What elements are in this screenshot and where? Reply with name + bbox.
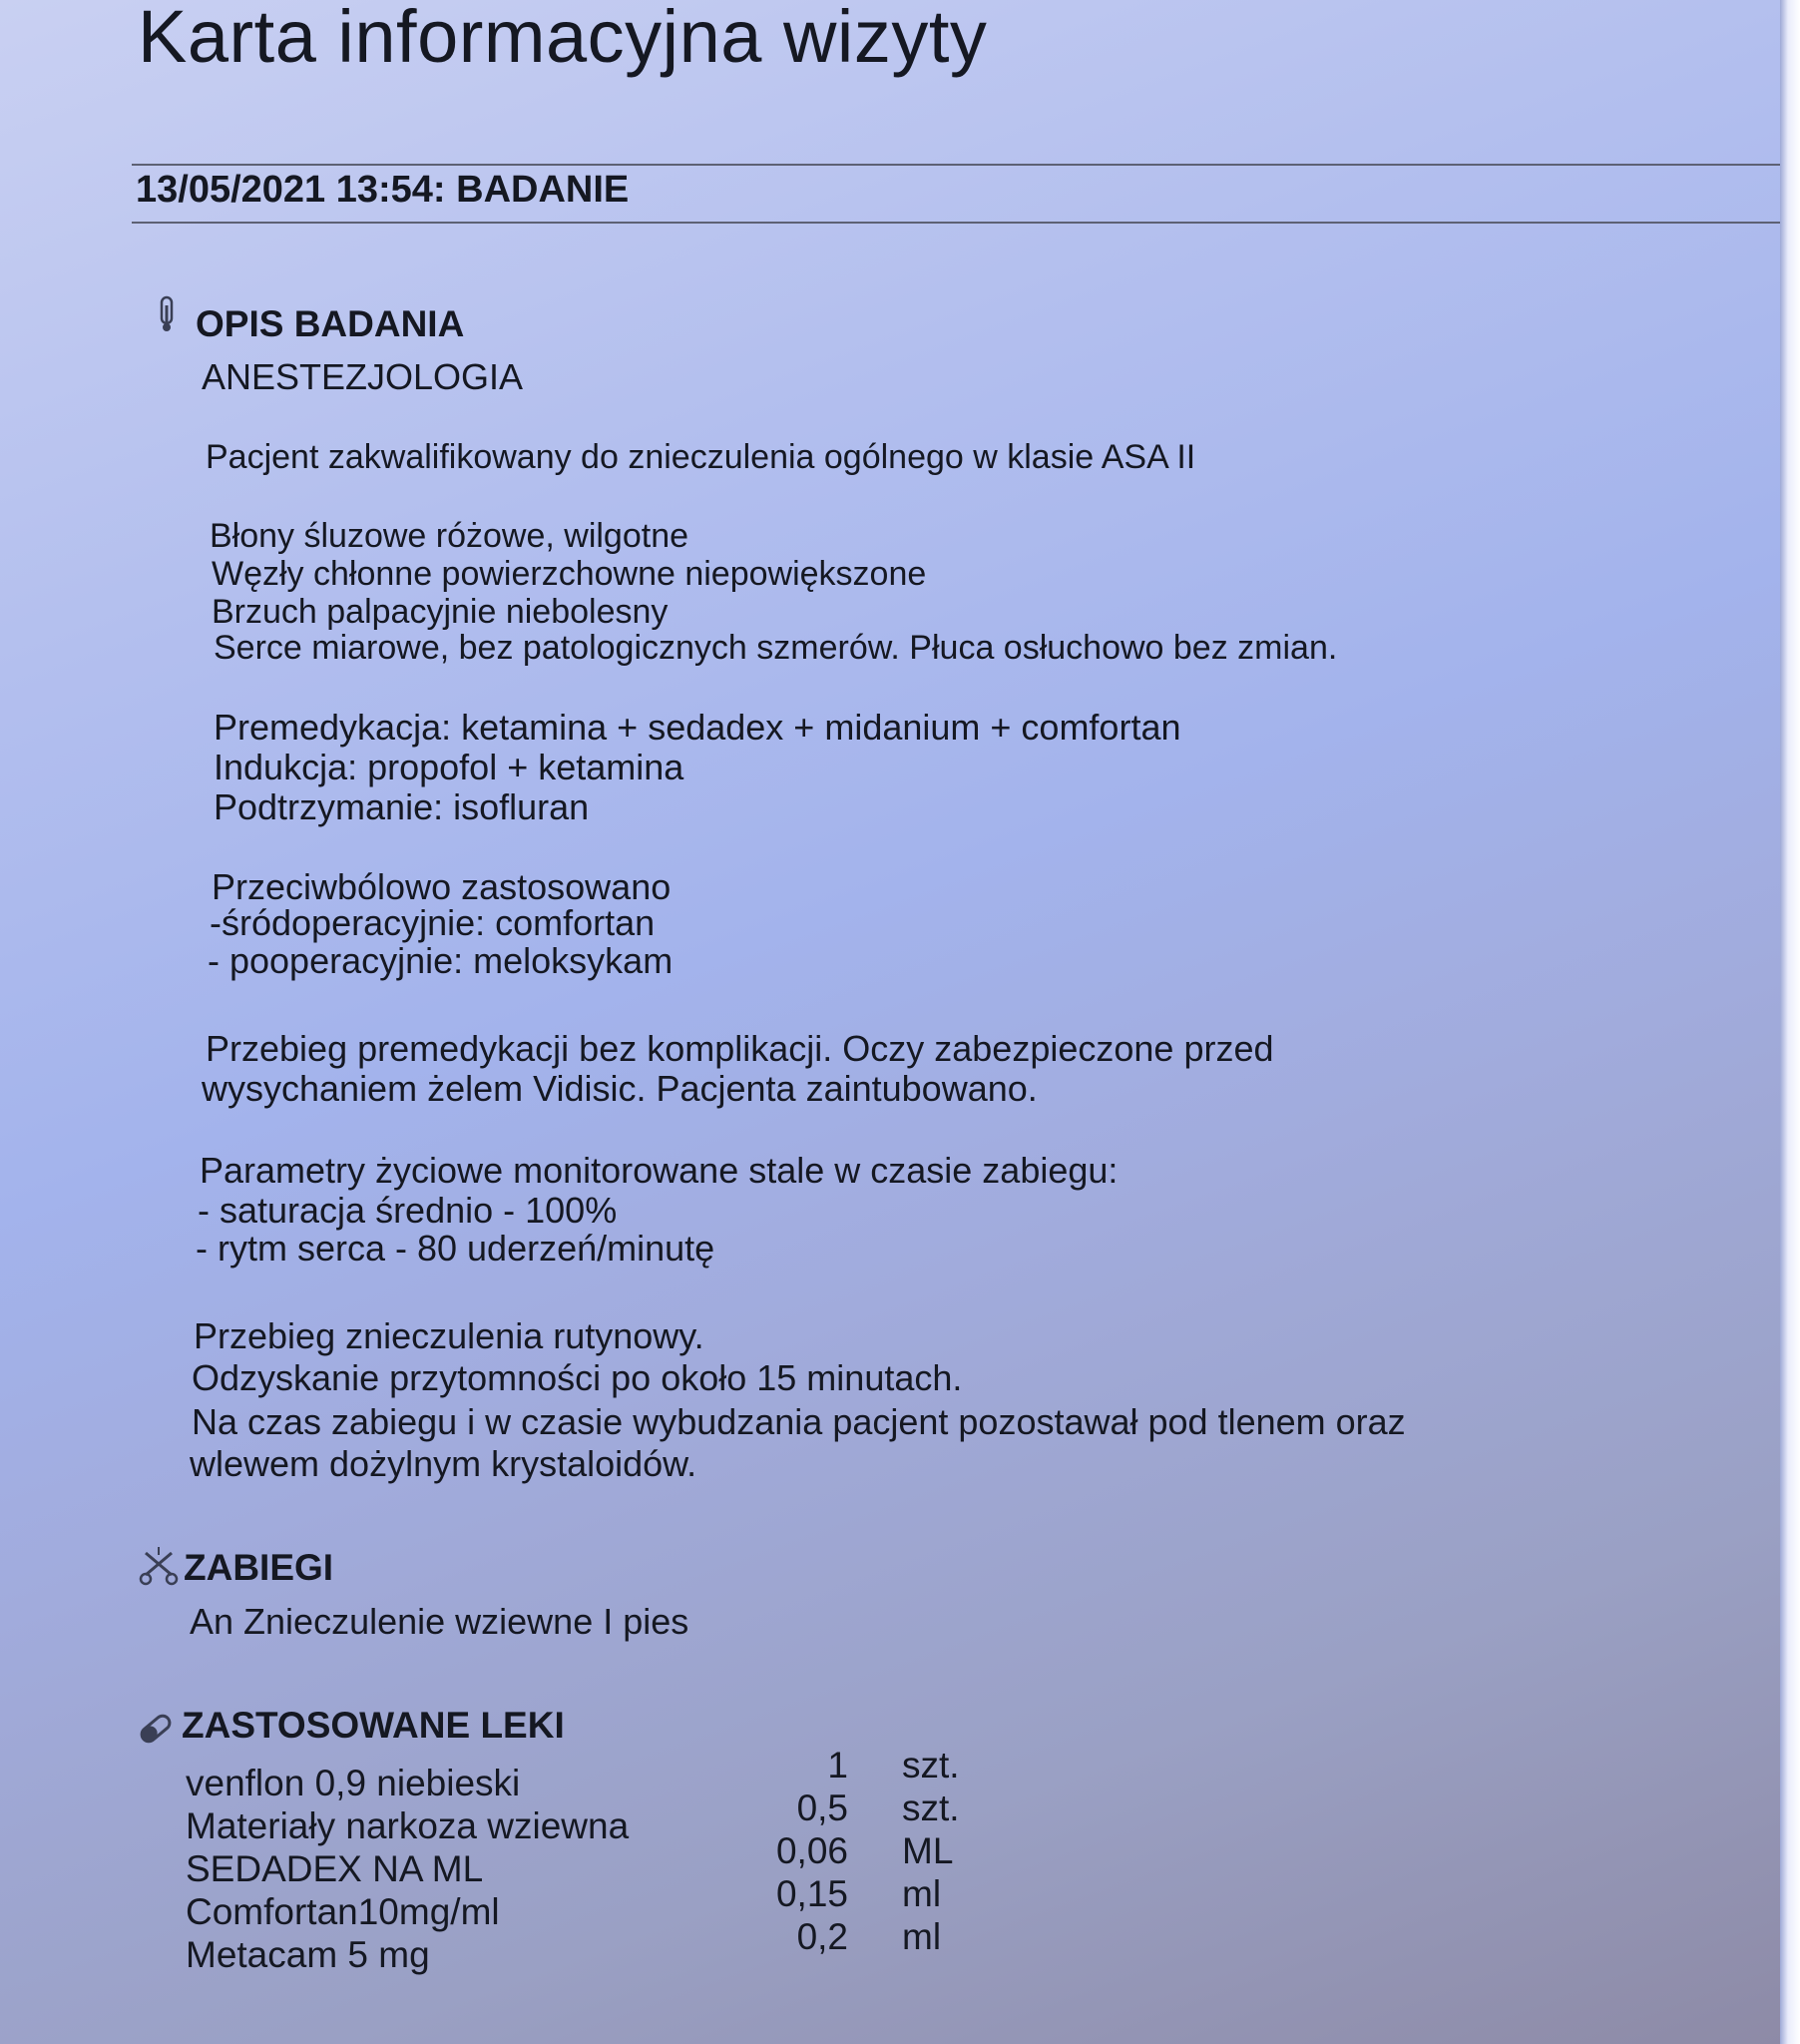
medication-unit: ml	[902, 1916, 942, 1957]
procedure-item: An Znieczulenie wziewne I pies	[190, 1601, 689, 1642]
medications-heading: ZASTOSOWANE LEKI	[182, 1705, 565, 1746]
header-rule-top	[132, 164, 1780, 166]
exam-line: Przebieg premedykacji bez komplikacji. Oczy zabezpieczone przed	[206, 1028, 1274, 1069]
exam-line: Odzyskanie przytomności po około 15 minutach.	[192, 1357, 963, 1398]
medication-row	[0, 1788, 998, 1849]
medication-name: Comfortan10mg/ml	[186, 1891, 500, 1932]
exam-line: Przeciwbólowo zastosowano	[212, 866, 672, 907]
medication-unit: ML	[902, 1830, 954, 1871]
exam-line: wysychaniem żelem Vidisic. Pacjenta zaintubowano.	[202, 1068, 1038, 1109]
thermometer-icon	[156, 295, 178, 335]
medication-unit: ml	[902, 1873, 942, 1914]
exam-line: Serce miarowe, bez patologicznych szmerów. Płuca osłuchowo bez zmian.	[214, 629, 1338, 667]
medication-name: venflon 0,9 niebieski	[186, 1763, 521, 1803]
exam-department: ANESTEZJOLOGIA	[202, 356, 524, 397]
medication-name: Metacam 5 mg	[186, 1934, 430, 1975]
medication-name: SEDADEX NA ML	[186, 1848, 484, 1889]
exam-line: Brzuch palpacyjnie niebolesny	[212, 593, 669, 631]
exam-heading: OPIS BADANIA	[196, 303, 465, 344]
document-title: Karta informacyjna wizyty	[138, 0, 988, 78]
medication-name: Materiały narkoza wziewna	[186, 1805, 630, 1846]
medication-row	[0, 1873, 998, 1935]
scissors-icon	[138, 1545, 180, 1587]
exam-line: Węzły chłonne powierzchowne niepowiększone	[212, 555, 927, 593]
exam-line: wlewem dożylnym krystaloidów.	[190, 1443, 697, 1484]
medication-row	[0, 1916, 998, 1978]
medication-qty: 0,06	[775, 1830, 848, 1871]
paper-edge	[1780, 0, 1800, 2044]
exam-line: -śródoperacyjnie: comfortan	[210, 902, 656, 943]
exam-line: - rytm serca - 80 uderzeń/minutę	[196, 1228, 715, 1269]
medication-unit: szt.	[902, 1788, 960, 1828]
medication-qty: 0,2	[796, 1916, 848, 1957]
exam-line: Na czas zabiegu i w czasie wybudzania pacjent pozostawał pod tlenem oraz	[192, 1401, 1406, 1442]
exam-line: - pooperacyjnie: meloksykam	[208, 940, 674, 981]
exam-line: Indukcja: propofol + ketamina	[214, 747, 684, 787]
exam-line: Pacjent zakwalifikowany do znieczulenia ogólnego w klasie ASA II	[206, 438, 1196, 476]
medication-row	[0, 1745, 998, 1806]
pill-icon	[136, 1709, 176, 1749]
procedures-heading: ZABIEGI	[184, 1547, 334, 1588]
medication-qty: 1	[827, 1745, 848, 1786]
exam-line: Premedykacja: ketamina + sedadex + midanium + comfortan	[214, 707, 1181, 748]
exam-line: Przebieg znieczulenia rutynowy.	[194, 1315, 704, 1356]
medication-row	[0, 1830, 998, 1892]
medication-qty: 0,5	[796, 1788, 848, 1828]
header-rule-bottom	[132, 222, 1780, 224]
medication-unit: szt.	[902, 1745, 960, 1786]
visit-header: 13/05/2021 13:54: BADANIE	[136, 169, 630, 211]
exam-line: Parametry życiowe monitorowane stale w czasie zabiegu:	[200, 1150, 1119, 1191]
exam-line: Błony śluzowe różowe, wilgotne	[210, 517, 689, 555]
medication-qty: 0,15	[775, 1873, 848, 1914]
exam-line: Podtrzymanie: isofluran	[214, 786, 590, 827]
exam-line: - saturacja średnio - 100%	[198, 1190, 618, 1231]
